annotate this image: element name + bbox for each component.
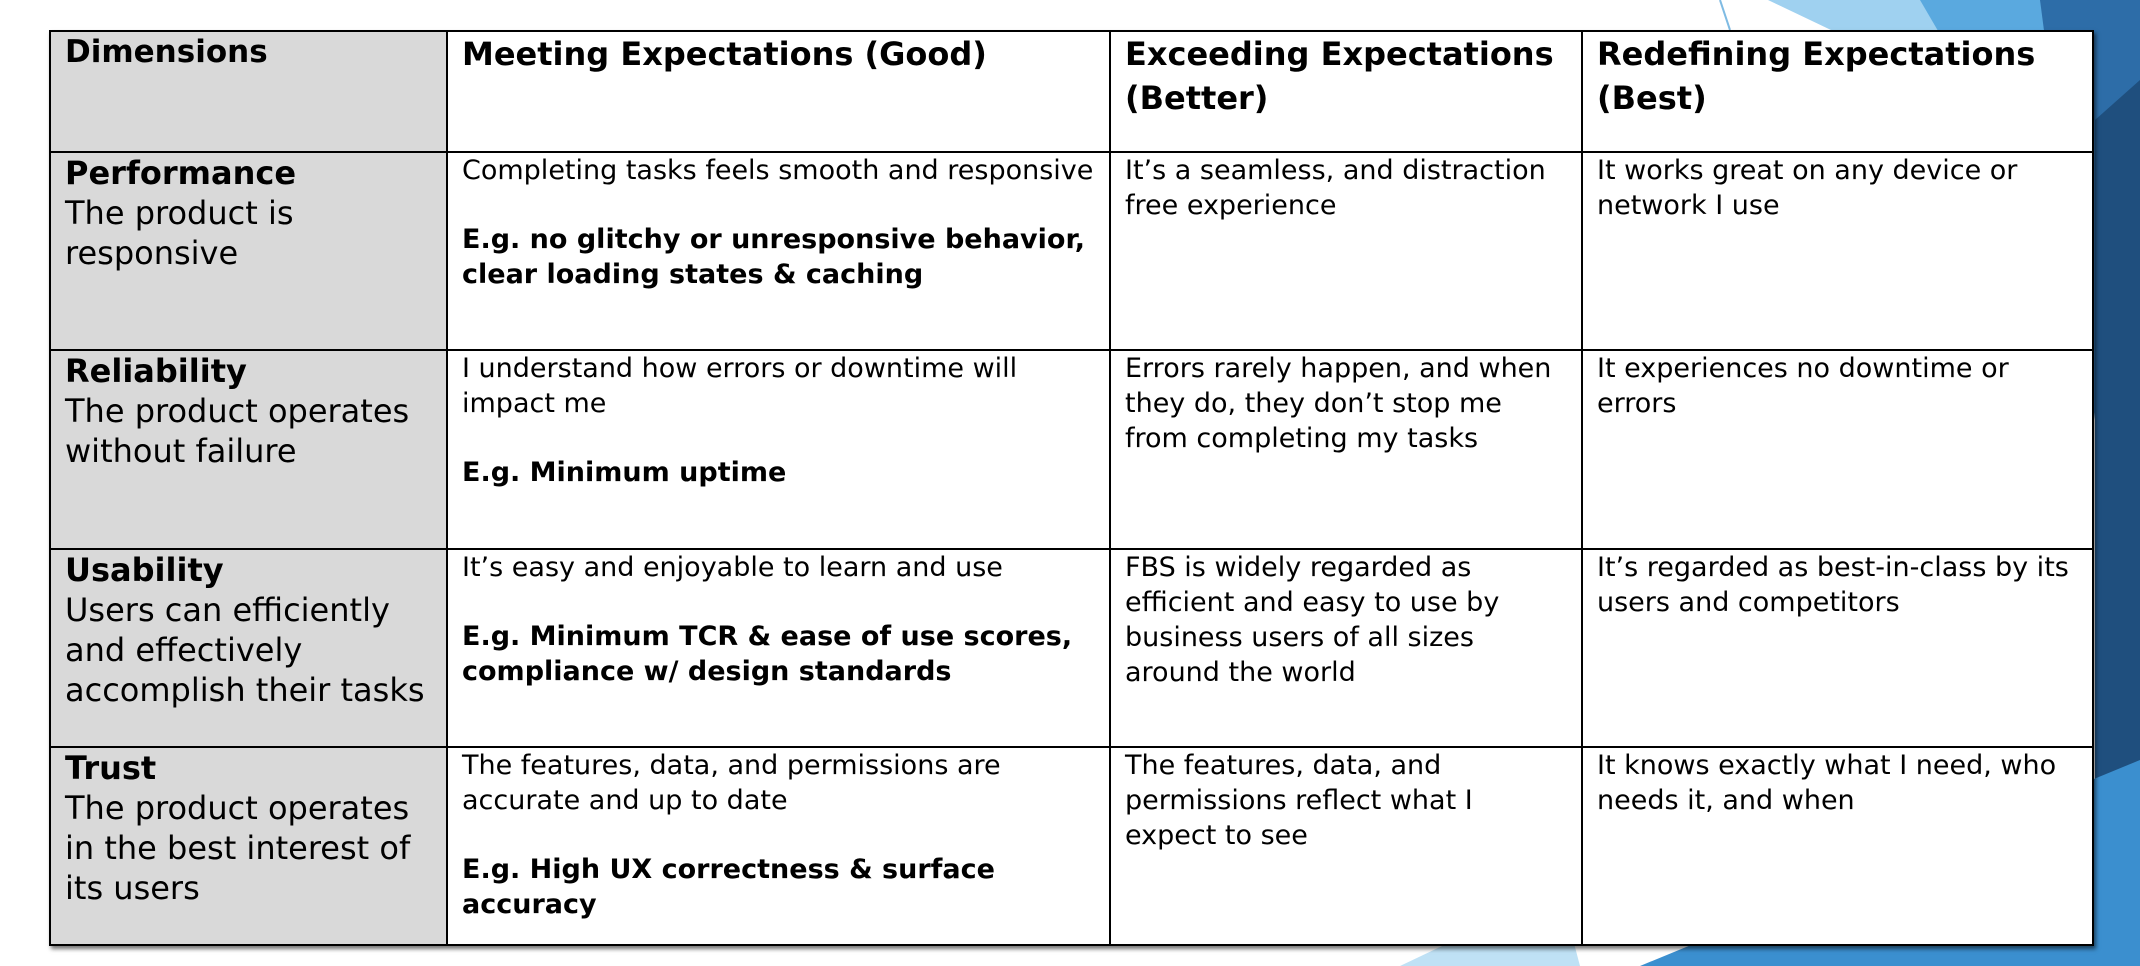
good-text: The features, data, and permissions are accurate and up to date [462, 749, 1001, 816]
best-cell [1582, 350, 2093, 548]
good-example: E.g. no glitchy or unresponsive behavior, clear loading states & caching [462, 224, 1086, 290]
better-cell [1110, 152, 1582, 350]
dimension-name: Usability [65, 550, 224, 589]
dimension-cell [50, 350, 447, 548]
best-text: It knows exactly what I need, who needs it, and when [1597, 749, 2057, 816]
dimension-cell [50, 747, 447, 945]
table-header-row [50, 31, 2093, 152]
dimension-description: The product operates without failure [65, 392, 410, 471]
good-text: I understand how errors or downtime will impact me [462, 353, 1018, 420]
better-text: Errors rarely happen, and when they do, they don’t stop me from completing my tasks [1125, 353, 1552, 455]
dimension-name: Trust [65, 748, 157, 787]
good-text: Completing tasks feels smooth and responsive [462, 155, 1094, 186]
dimension-name: Reliability [65, 352, 247, 391]
dimension-description: The product is responsive [65, 194, 294, 272]
good-cell [447, 152, 1110, 350]
best-cell [1582, 549, 2093, 747]
header-dimensions: Dimensions [50, 31, 447, 152]
table-row-performance [50, 152, 2093, 350]
header-good: Meeting Expectations (Good) [447, 31, 1110, 152]
best-cell [1582, 747, 2093, 945]
best-cell [1582, 152, 2093, 350]
best-text: It works great on any device or network I use [1597, 155, 2018, 221]
dimension-name: Performance [65, 154, 297, 192]
better-cell [1110, 549, 1582, 747]
good-cell [447, 549, 1110, 747]
good-cell [447, 747, 1110, 945]
header-best: Redefining Expectations (Best) [1582, 31, 2093, 152]
good-example: E.g. Minimum uptime [462, 457, 787, 489]
dimension-cell [50, 549, 447, 747]
best-text: It experiences no downtime or errors [1597, 353, 2009, 420]
accent-line [1720, 0, 1730, 30]
good-example: E.g. Minimum TCR & ease of use scores, compliance w/ design standards [462, 620, 1073, 687]
dimension-description: Users can efficiently and effectively accomplish their tasks [65, 590, 425, 709]
better-text: It’s a seamless, and distraction free experience [1125, 155, 1546, 221]
better-text: FBS is widely regarded as efficient and easy to use by business users of all sizes around the world [1125, 551, 1500, 688]
table-row-reliability [50, 350, 2093, 548]
expectations-matrix-table [49, 30, 2094, 946]
better-text: The features, data, and permissions reflect what I expect to see [1125, 749, 1473, 851]
header-better: Exceeding Expectations (Better) [1110, 31, 1582, 152]
accent-shape-darkest [2095, 80, 2140, 780]
good-cell [447, 350, 1110, 548]
good-text: It’s easy and enjoyable to learn and use [462, 551, 1003, 583]
best-text: It’s regarded as best-in-class by its users and competitors [1597, 551, 2069, 618]
dimension-cell [50, 152, 447, 350]
table-row-trust [50, 747, 2093, 945]
dimension-description: The product operates in the best interest of its users [65, 788, 411, 907]
better-cell [1110, 747, 1582, 945]
table-row-usability [50, 549, 2093, 747]
better-cell [1110, 350, 1582, 548]
good-example: E.g. High UX correctness & surface accuracy [462, 853, 995, 920]
